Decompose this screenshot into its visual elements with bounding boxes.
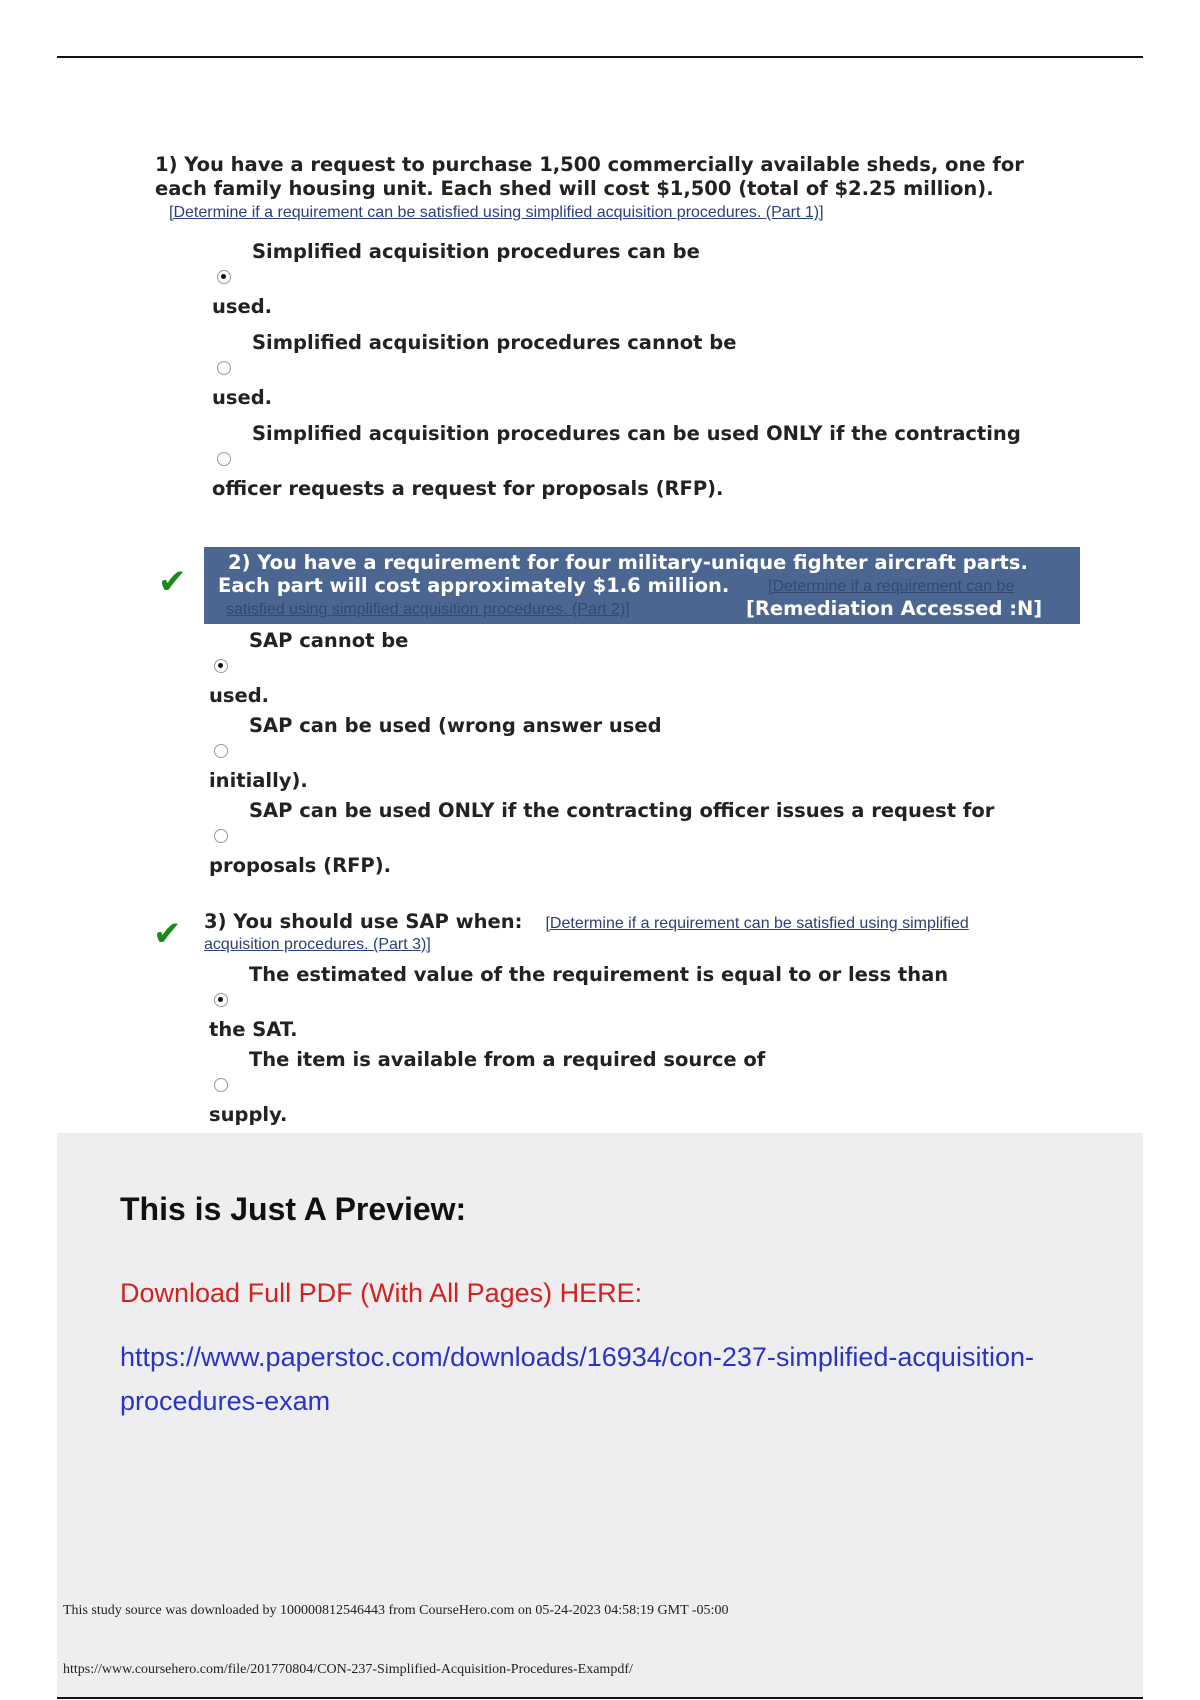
- question-2-header: 2) You have a requirement for four military-unique fighter aircraft parts. Each part will cost approximately $1.6 million. [Determine if a requirement can be satisfied using simplified acquisition procedures. (Part 2)] [Remediation Accessed :N]: [204, 547, 1080, 624]
- question-2-reference-link-cont[interactable]: satisfied using simplified acquisition procedures. (Part 2)]: [226, 601, 630, 618]
- question-3-text: 3) You should use SAP when:: [204, 910, 523, 933]
- radio-button[interactable]: [214, 1078, 228, 1092]
- download-footer-note: This study source was downloaded by 100000812546443 from CourseHero.com on 05-24-2023 04:58:19 GMT -05:00: [63, 1603, 729, 1618]
- top-divider: [57, 56, 1143, 58]
- question-3: [204, 910, 1084, 954]
- radio-button[interactable]: [214, 744, 228, 758]
- radio-button-selected[interactable]: [217, 270, 231, 284]
- question-1: [155, 153, 1024, 222]
- question-3-reference-link-cont[interactable]: acquisition procedures. (Part 3)]: [204, 936, 431, 953]
- bottom-divider: [57, 1697, 1143, 1699]
- radio-button[interactable]: [217, 452, 231, 466]
- question-3-reference-link[interactable]: [Determine if a requirement can be satisfied using simplified: [545, 915, 969, 932]
- correct-check-icon: ✔: [158, 562, 187, 602]
- download-prompt: Download Full PDF (With All Pages) HERE:: [120, 1278, 643, 1308]
- source-url-footer: https://www.coursehero.com/file/201770804/CON-237-Simplified-Acquisition-Procedures-Exampdf/: [63, 1662, 633, 1677]
- question-1-reference-link[interactable]: [Determine if a requirement can be satisfied using simplified acquisition procedures. (Part 1)]: [169, 204, 824, 221]
- preview-title: This is Just A Preview:: [120, 1191, 467, 1227]
- correct-check-icon: ✔: [153, 914, 182, 954]
- question-1-text: 1) You have a request to purchase 1,500 commercially available sheds, one for each family housing unit. Each shed will cost $1,500 (total of $2.25 million).: [155, 153, 1024, 200]
- download-link[interactable]: https://www.paperstoc.com/downloads/16934/con-237-simplified-acquisition- procedures-exam: [120, 1342, 1034, 1416]
- preview-banner: [57, 1133, 1143, 1697]
- radio-button-selected[interactable]: [214, 993, 228, 1007]
- radio-button-selected[interactable]: [214, 659, 228, 673]
- remediation-status: [Remediation Accessed :N]: [746, 597, 1043, 620]
- radio-button[interactable]: [214, 829, 228, 843]
- radio-button[interactable]: [217, 361, 231, 375]
- question-2-reference-link[interactable]: [Determine if a requirement can be: [768, 578, 1015, 595]
